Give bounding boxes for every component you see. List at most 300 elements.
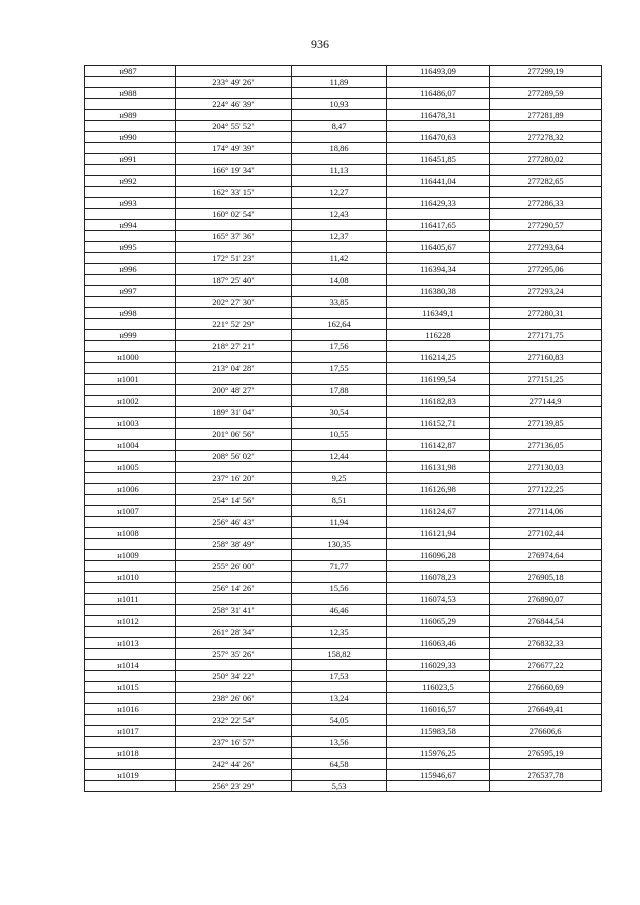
empty-cell (387, 253, 490, 264)
segment-length-cell: 17,55 (292, 363, 387, 374)
segment-row (85, 649, 602, 660)
direction-angle-cell: 237° 16' 20" (176, 473, 292, 484)
empty-cell (85, 143, 176, 154)
point-name-cell: н1014 (85, 660, 176, 671)
empty-cell (176, 374, 292, 385)
empty-cell (292, 594, 387, 605)
point-row (85, 154, 602, 165)
empty-cell (176, 528, 292, 539)
point-name-cell: н1017 (85, 726, 176, 737)
coord-x-cell: 116486,07 (387, 88, 490, 99)
empty-cell (292, 220, 387, 231)
point-name-cell: н1007 (85, 506, 176, 517)
empty-cell (85, 275, 176, 286)
empty-cell (292, 550, 387, 561)
point-name-cell: н1009 (85, 550, 176, 561)
empty-cell (292, 352, 387, 363)
point-name-cell: н994 (85, 220, 176, 231)
point-name-cell: н995 (85, 242, 176, 253)
empty-cell (292, 616, 387, 627)
segment-length-cell: 162,64 (292, 319, 387, 330)
empty-cell (490, 561, 602, 572)
point-row (85, 352, 602, 363)
point-row (85, 682, 602, 693)
empty-cell (176, 616, 292, 627)
point-name-cell: н999 (85, 330, 176, 341)
segment-row (85, 561, 602, 572)
empty-cell (85, 319, 176, 330)
empty-cell (85, 187, 176, 198)
direction-angle-cell: 237° 16' 57" (176, 737, 292, 748)
coord-x-cell: 116199,54 (387, 374, 490, 385)
point-row (85, 528, 602, 539)
segment-row (85, 319, 602, 330)
coord-y-cell: 276832,33 (490, 638, 602, 649)
empty-cell (85, 99, 176, 110)
point-name-cell: н998 (85, 308, 176, 319)
point-row (85, 308, 602, 319)
segment-row (85, 715, 602, 726)
empty-cell (176, 484, 292, 495)
segment-row (85, 781, 602, 792)
empty-cell (490, 781, 602, 792)
empty-cell (490, 715, 602, 726)
point-row (85, 374, 602, 385)
point-row (85, 132, 602, 143)
point-row (85, 484, 602, 495)
direction-angle-cell: 221° 52' 29" (176, 319, 292, 330)
empty-cell (387, 561, 490, 572)
segment-length-cell: 11,89 (292, 77, 387, 88)
direction-angle-cell: 256° 14' 26" (176, 583, 292, 594)
point-name-cell: н1000 (85, 352, 176, 363)
empty-cell (490, 385, 602, 396)
coord-x-cell: 116470,63 (387, 132, 490, 143)
coord-y-cell: 276974,64 (490, 550, 602, 561)
empty-cell (85, 759, 176, 770)
point-row (85, 594, 602, 605)
empty-cell (85, 671, 176, 682)
empty-cell (387, 407, 490, 418)
segment-length-cell: 14,08 (292, 275, 387, 286)
empty-cell (176, 638, 292, 649)
empty-cell (387, 165, 490, 176)
point-row (85, 462, 602, 473)
point-row (85, 66, 602, 77)
direction-angle-cell: 204° 55' 52" (176, 121, 292, 132)
coord-y-cell: 276537,78 (490, 770, 602, 781)
empty-cell (490, 539, 602, 550)
segment-row (85, 759, 602, 770)
empty-cell (387, 99, 490, 110)
point-name-cell: н1004 (85, 440, 176, 451)
coord-y-cell: 276660,69 (490, 682, 602, 693)
point-row (85, 506, 602, 517)
coord-y-cell: 276844,54 (490, 616, 602, 627)
empty-cell (292, 198, 387, 209)
empty-cell (490, 143, 602, 154)
empty-cell (292, 704, 387, 715)
empty-cell (387, 627, 490, 638)
direction-angle-cell: 258° 31' 41" (176, 605, 292, 616)
empty-cell (85, 451, 176, 462)
direction-angle-cell: 254° 14' 56" (176, 495, 292, 506)
direction-angle-cell: 200° 48' 27" (176, 385, 292, 396)
point-row (85, 440, 602, 451)
empty-cell (387, 231, 490, 242)
empty-cell (490, 209, 602, 220)
segment-row (85, 429, 602, 440)
empty-cell (292, 484, 387, 495)
coord-y-cell: 276890,07 (490, 594, 602, 605)
empty-cell (490, 99, 602, 110)
empty-cell (490, 297, 602, 308)
segment-length-cell: 15,56 (292, 583, 387, 594)
point-row (85, 220, 602, 231)
empty-cell (176, 308, 292, 319)
segment-row (85, 385, 602, 396)
direction-angle-cell: 242° 44' 26" (176, 759, 292, 770)
empty-cell (85, 297, 176, 308)
segment-length-cell: 12,27 (292, 187, 387, 198)
empty-cell (292, 418, 387, 429)
empty-cell (292, 286, 387, 297)
direction-angle-cell: 201° 06' 56" (176, 429, 292, 440)
empty-cell (85, 209, 176, 220)
coord-x-cell: 116074,53 (387, 594, 490, 605)
segment-row (85, 693, 602, 704)
segment-row (85, 539, 602, 550)
segment-length-cell: 158,82 (292, 649, 387, 660)
segment-row (85, 143, 602, 154)
segment-length-cell: 5,53 (292, 781, 387, 792)
empty-cell (490, 187, 602, 198)
empty-cell (490, 451, 602, 462)
point-name-cell: н993 (85, 198, 176, 209)
empty-cell (292, 308, 387, 319)
empty-cell (292, 572, 387, 583)
empty-cell (85, 781, 176, 792)
empty-cell (292, 374, 387, 385)
point-row (85, 88, 602, 99)
point-name-cell: н992 (85, 176, 176, 187)
empty-cell (490, 77, 602, 88)
coord-y-cell: 277136,05 (490, 440, 602, 451)
empty-cell (85, 649, 176, 660)
empty-cell (85, 165, 176, 176)
segment-length-cell: 12,44 (292, 451, 387, 462)
point-row (85, 418, 602, 429)
empty-cell (292, 242, 387, 253)
coord-y-cell: 276649,41 (490, 704, 602, 715)
segment-row (85, 231, 602, 242)
empty-cell (176, 660, 292, 671)
empty-cell (176, 66, 292, 77)
empty-cell (292, 264, 387, 275)
empty-cell (292, 726, 387, 737)
coord-x-cell: 116023,5 (387, 682, 490, 693)
coord-y-cell: 277282,65 (490, 176, 602, 187)
empty-cell (85, 363, 176, 374)
point-name-cell: н1003 (85, 418, 176, 429)
coord-x-cell: 116380,38 (387, 286, 490, 297)
coord-x-cell: 116478,31 (387, 110, 490, 121)
segment-row (85, 737, 602, 748)
point-name-cell: н1016 (85, 704, 176, 715)
direction-angle-cell: 258° 38' 49" (176, 539, 292, 550)
empty-cell (292, 770, 387, 781)
empty-cell (85, 429, 176, 440)
segment-length-cell: 18,86 (292, 143, 387, 154)
empty-cell (176, 264, 292, 275)
coordinates-table (84, 65, 602, 792)
empty-cell (490, 429, 602, 440)
empty-cell (387, 605, 490, 616)
point-row (85, 264, 602, 275)
empty-cell (176, 110, 292, 121)
direction-angle-cell: 166° 19' 34" (176, 165, 292, 176)
empty-cell (490, 407, 602, 418)
empty-cell (292, 660, 387, 671)
coord-y-cell: 277278,32 (490, 132, 602, 143)
segment-length-cell: 12,43 (292, 209, 387, 220)
empty-cell (387, 209, 490, 220)
direction-angle-cell: 218° 27' 21" (176, 341, 292, 352)
coord-x-cell: 116121,94 (387, 528, 490, 539)
coord-y-cell: 277144,9 (490, 396, 602, 407)
point-row (85, 176, 602, 187)
segment-length-cell: 10,93 (292, 99, 387, 110)
empty-cell (490, 759, 602, 770)
coord-y-cell: 276595,19 (490, 748, 602, 759)
coord-x-cell: 116214,25 (387, 352, 490, 363)
segment-row (85, 99, 602, 110)
empty-cell (490, 275, 602, 286)
coord-y-cell: 276677,22 (490, 660, 602, 671)
point-name-cell: н990 (85, 132, 176, 143)
point-name-cell: н1011 (85, 594, 176, 605)
empty-cell (387, 473, 490, 484)
point-row (85, 110, 602, 121)
direction-angle-cell: 202° 27' 30" (176, 297, 292, 308)
direction-angle-cell: 189° 31' 04" (176, 407, 292, 418)
direction-angle-cell: 165° 37' 36" (176, 231, 292, 242)
direction-angle-cell: 232° 22' 54" (176, 715, 292, 726)
segment-length-cell: 46,46 (292, 605, 387, 616)
point-row (85, 396, 602, 407)
segment-length-cell: 33,85 (292, 297, 387, 308)
empty-cell (387, 539, 490, 550)
empty-cell (85, 231, 176, 242)
direction-angle-cell: 208° 56' 02" (176, 451, 292, 462)
coord-x-cell: 116429,33 (387, 198, 490, 209)
coord-y-cell: 277171,75 (490, 330, 602, 341)
direction-angle-cell: 160° 02' 54" (176, 209, 292, 220)
point-row (85, 550, 602, 561)
empty-cell (176, 572, 292, 583)
coord-x-cell: 116152,71 (387, 418, 490, 429)
empty-cell (85, 693, 176, 704)
empty-cell (387, 275, 490, 286)
empty-cell (292, 176, 387, 187)
empty-cell (176, 748, 292, 759)
direction-angle-cell: 224° 46' 39" (176, 99, 292, 110)
point-name-cell: н1005 (85, 462, 176, 473)
segment-length-cell: 130,35 (292, 539, 387, 550)
point-name-cell: н991 (85, 154, 176, 165)
direction-angle-cell: 256° 46' 43" (176, 517, 292, 528)
empty-cell (387, 671, 490, 682)
empty-cell (292, 638, 387, 649)
coord-x-cell: 116029,33 (387, 660, 490, 671)
segment-row (85, 363, 602, 374)
direction-angle-cell: 174° 49' 39" (176, 143, 292, 154)
point-name-cell: н1008 (85, 528, 176, 539)
coord-y-cell: 276905,18 (490, 572, 602, 583)
segment-row (85, 605, 602, 616)
segment-length-cell: 13,24 (292, 693, 387, 704)
coord-y-cell: 277114,06 (490, 506, 602, 517)
segment-row (85, 341, 602, 352)
segment-length-cell: 64,58 (292, 759, 387, 770)
empty-cell (85, 627, 176, 638)
segment-length-cell: 54,05 (292, 715, 387, 726)
direction-angle-cell: 256° 23' 29" (176, 781, 292, 792)
empty-cell (176, 220, 292, 231)
coord-y-cell: 277293,24 (490, 286, 602, 297)
segment-length-cell: 71,77 (292, 561, 387, 572)
page-number: 936 (311, 37, 329, 51)
segment-length-cell: 8,51 (292, 495, 387, 506)
coord-y-cell: 276606,6 (490, 726, 602, 737)
coord-x-cell: 116349,1 (387, 308, 490, 319)
empty-cell (176, 176, 292, 187)
empty-cell (387, 781, 490, 792)
empty-cell (176, 418, 292, 429)
empty-cell (387, 737, 490, 748)
empty-cell (292, 396, 387, 407)
point-name-cell: н1002 (85, 396, 176, 407)
coord-y-cell: 277286,33 (490, 198, 602, 209)
empty-cell (292, 506, 387, 517)
segment-row (85, 121, 602, 132)
segment-row (85, 209, 602, 220)
point-name-cell: н1013 (85, 638, 176, 649)
direction-angle-cell: 162° 33' 15" (176, 187, 292, 198)
empty-cell (490, 473, 602, 484)
segment-row (85, 187, 602, 198)
direction-angle-cell: 257° 35' 26" (176, 649, 292, 660)
empty-cell (176, 682, 292, 693)
coord-y-cell: 277160,83 (490, 352, 602, 363)
empty-cell (85, 715, 176, 726)
coordinates-table-container (84, 65, 601, 792)
segment-length-cell: 12,35 (292, 627, 387, 638)
coord-y-cell: 277130,03 (490, 462, 602, 473)
empty-cell (490, 671, 602, 682)
coord-x-cell: 116441,04 (387, 176, 490, 187)
empty-cell (176, 506, 292, 517)
segment-length-cell: 11,94 (292, 517, 387, 528)
empty-cell (387, 297, 490, 308)
empty-cell (85, 517, 176, 528)
empty-cell (490, 363, 602, 374)
empty-cell (387, 759, 490, 770)
point-name-cell: н1001 (85, 374, 176, 385)
empty-cell (292, 66, 387, 77)
segment-row (85, 517, 602, 528)
empty-cell (292, 748, 387, 759)
empty-cell (292, 462, 387, 473)
segment-row (85, 77, 602, 88)
point-row (85, 616, 602, 627)
empty-cell (176, 704, 292, 715)
empty-cell (176, 726, 292, 737)
empty-cell (292, 132, 387, 143)
empty-cell (176, 770, 292, 781)
coord-y-cell: 277280,31 (490, 308, 602, 319)
empty-cell (387, 451, 490, 462)
empty-cell (292, 440, 387, 451)
segment-length-cell: 12,37 (292, 231, 387, 242)
empty-cell (490, 319, 602, 330)
direction-angle-cell: 255° 26' 00" (176, 561, 292, 572)
coord-y-cell: 277151,25 (490, 374, 602, 385)
empty-cell (387, 187, 490, 198)
coord-x-cell: 116493,09 (387, 66, 490, 77)
segment-row (85, 583, 602, 594)
coord-x-cell: 116126,98 (387, 484, 490, 495)
empty-cell (387, 429, 490, 440)
point-name-cell: н1019 (85, 770, 176, 781)
coord-x-cell: 116451,85 (387, 154, 490, 165)
empty-cell (292, 330, 387, 341)
empty-cell (387, 385, 490, 396)
empty-cell (292, 88, 387, 99)
segment-length-cell: 17,53 (292, 671, 387, 682)
coord-x-cell: 116063,46 (387, 638, 490, 649)
empty-cell (85, 407, 176, 418)
coord-y-cell: 277290,57 (490, 220, 602, 231)
coord-x-cell: 116096,28 (387, 550, 490, 561)
coord-x-cell: 115976,25 (387, 748, 490, 759)
point-row (85, 330, 602, 341)
point-name-cell: н1015 (85, 682, 176, 693)
coord-y-cell: 277122,25 (490, 484, 602, 495)
point-name-cell: н996 (85, 264, 176, 275)
empty-cell (490, 165, 602, 176)
empty-cell (490, 693, 602, 704)
empty-cell (490, 737, 602, 748)
segment-row (85, 297, 602, 308)
empty-cell (85, 583, 176, 594)
segment-row (85, 253, 602, 264)
empty-cell (292, 110, 387, 121)
segment-row (85, 451, 602, 462)
segment-length-cell: 11,13 (292, 165, 387, 176)
coord-x-cell: 116417,65 (387, 220, 490, 231)
point-row (85, 748, 602, 759)
segment-length-cell: 30,54 (292, 407, 387, 418)
empty-cell (490, 253, 602, 264)
point-row (85, 242, 602, 253)
empty-cell (387, 341, 490, 352)
empty-cell (387, 583, 490, 594)
coord-x-cell: 116405,67 (387, 242, 490, 253)
coord-y-cell: 277281,89 (490, 110, 602, 121)
segment-length-cell: 17,56 (292, 341, 387, 352)
coord-y-cell: 277139,85 (490, 418, 602, 429)
